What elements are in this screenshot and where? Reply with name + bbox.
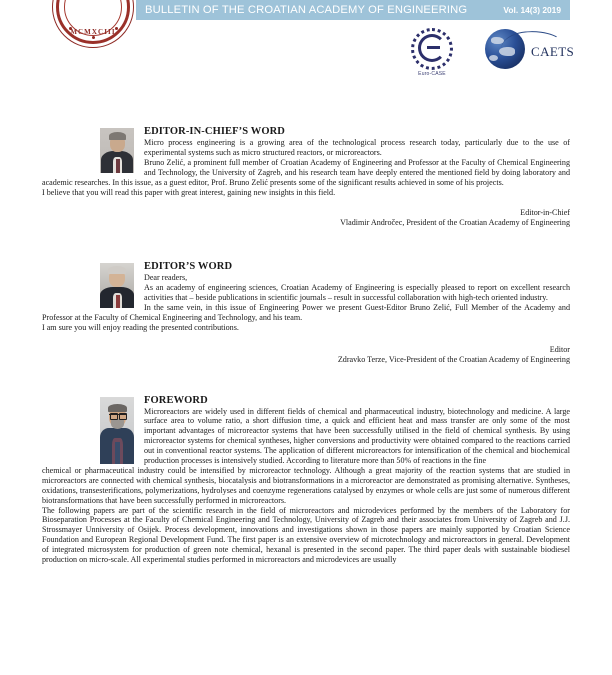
avatar-beard: [111, 419, 124, 429]
section-editor: [0, 261, 612, 364]
bulletin-title: BULLETIN OF THE CROATIAN ACADEMY OF ENGINEERING: [145, 4, 468, 16]
glasses-icon: [119, 413, 127, 420]
portrait-editor: [100, 263, 134, 308]
section-heading-editor-in-chief: EDITOR-IN-CHIEF’S WORD: [144, 126, 285, 137]
paragraph: The following papers are part of the scientific research in the field of microreactors and microdevices performed by the members of the Laboratory for Bioseparation Processes at the Faculty of Chemical Engineering and Technology, University of Zagreb and their associates from University of Zagreb and J.J. Strossmayer Unniversity of Osijek. Process development, innovations and investigations shown in those papers are mainly supported by Croatian Science Foundation and European Regional Development Fund. The first paper is an extensive overview of microtechnology and microreactors in general. Development of integrated microsystem for production of green note chemical, hexanal is presented in the second paper. The third paper deals with sustainable biodiesel production on micro-scale. All experimental studies performed in microreactors and microdevices are usually: [42, 505, 570, 565]
section-editor-in-chief: [0, 126, 612, 228]
seal-tick-icon: [92, 36, 95, 39]
caets-logo: [485, 29, 580, 73]
signature-name: Zdravko Terze, Vice-President of the Croatian Academy of Engineering: [337, 354, 570, 364]
avatar: [100, 128, 134, 173]
paragraph: Microreactors are widely used in different fields of chemical and pharmaceutical industry, biotechnology and medicine. A large surface area to volume ratio, a short diffusion time, a quick and efficient heat and mass transfer are only some of the most important advantages of microreactor systems that have been successfully utilised in the field of chemical synthesis. By using microreactor systems for chemical syntheses, higher conversions and productivity were obtained compared to the reactions carried out in conventional reactor systems. The application of different microreactors for intensification of the chemical and biochemical production processes is intensively studied. According to literature more than 50% of reactions in the fine: [144, 406, 570, 466]
eurocase-label: Euro-CASE: [418, 71, 446, 77]
paragraph: Micro process engineering is a growing area of the technological process research today, particularly due to the use of experimental systems such as micro structured reactors, or microreactors.: [144, 138, 570, 157]
section-heading-editor: EDITOR’S WORD: [144, 261, 233, 273]
portrait-editor-in-chief: [100, 128, 134, 173]
page-header: [0, 0, 612, 112]
avatar-hair: [109, 132, 126, 140]
hatz-seal-logo: [52, 0, 134, 48]
avatar: [100, 397, 134, 464]
paragraph: I believe that you will read this paper with great interest, gaining new insights in this field.: [42, 187, 336, 197]
paragraph: Bruno Zelić, a prominent full member of Croatian Academy of Engineering and Professor at the Faculty of Chemical Engineering and Technology, the University of Zagreb, and his research team have deeply entered the mentioned field by doing laboratory and academic researches. In this issue, as a guest editor, Prof. Bruno Zelić presents some of the significant results achieved in some of his projects.: [42, 157, 570, 187]
caets-label: CAETS: [531, 44, 575, 59]
paragraph: Dear readers,: [144, 273, 188, 283]
avatar-tie: [116, 159, 120, 173]
seal-year-text: MCMXCIII: [70, 28, 116, 36]
signature-editor-in-chief: [42, 208, 570, 228]
paragraph: I am sure you will enjoy reading the presented contributions.: [42, 322, 239, 332]
paragraph: As an academy of engineering sciences, Croatian Academy of Engineering is especially pleased to report on excellent research activities that – beside publications in scientific journals – result in successful collaboration with high-tech oriented industry.: [144, 283, 570, 303]
avatar-tie: [116, 295, 120, 308]
signature-editor: [42, 345, 570, 365]
avatar-tie: [115, 442, 120, 464]
eurocase-monogram-icon: [411, 28, 453, 70]
signature-role: Editor-in-Chief: [520, 208, 570, 218]
globe-landmass: [489, 55, 498, 61]
paragraph: In the same vein, in this issue of Engineering Power we present Guest-Editor Bruno Zelić, Full Member of the Academy and Professor at the Faculty of Chemical Engineering and Technology, and his team.: [42, 302, 570, 322]
signature-role: Editor: [549, 344, 570, 354]
section-heading-foreword: FOREWORD: [144, 394, 208, 406]
avatar: [100, 263, 134, 308]
bulletin-banner: [136, 0, 570, 20]
page-content: [0, 112, 612, 565]
signature-name: Vladimir Andročec, President of the Croatian Academy of Engineering: [340, 218, 570, 228]
avatar-hair: [108, 266, 126, 274]
avatar-hair: [108, 404, 127, 412]
glasses-icon: [110, 413, 118, 420]
eurocase-e-bar-icon: [427, 46, 440, 49]
section-foreword: [0, 395, 612, 566]
paragraph: chemical or pharmaceutical industry could be intensified by microreactor technology. Although a great majority of the reaction systems that are studied in microreactors are connected with chemical synthesis, biocatalysis and biotransformations in a microreactor are demonstrated as promising alternative. Syntheses, oxidations, transesterifications, polymerizations, hydrolyses and coenzyme regenerations catalysed by enzymes or whole cells are just some of numerous different biotransformations that have been successfully performed in microreactors.: [42, 465, 570, 505]
portrait-guest-editor: [100, 397, 134, 464]
eurocase-logo: [406, 28, 458, 77]
bulletin-volume: Vol. 14(3) 2019: [503, 5, 561, 15]
affiliation-logos: [400, 28, 580, 78]
